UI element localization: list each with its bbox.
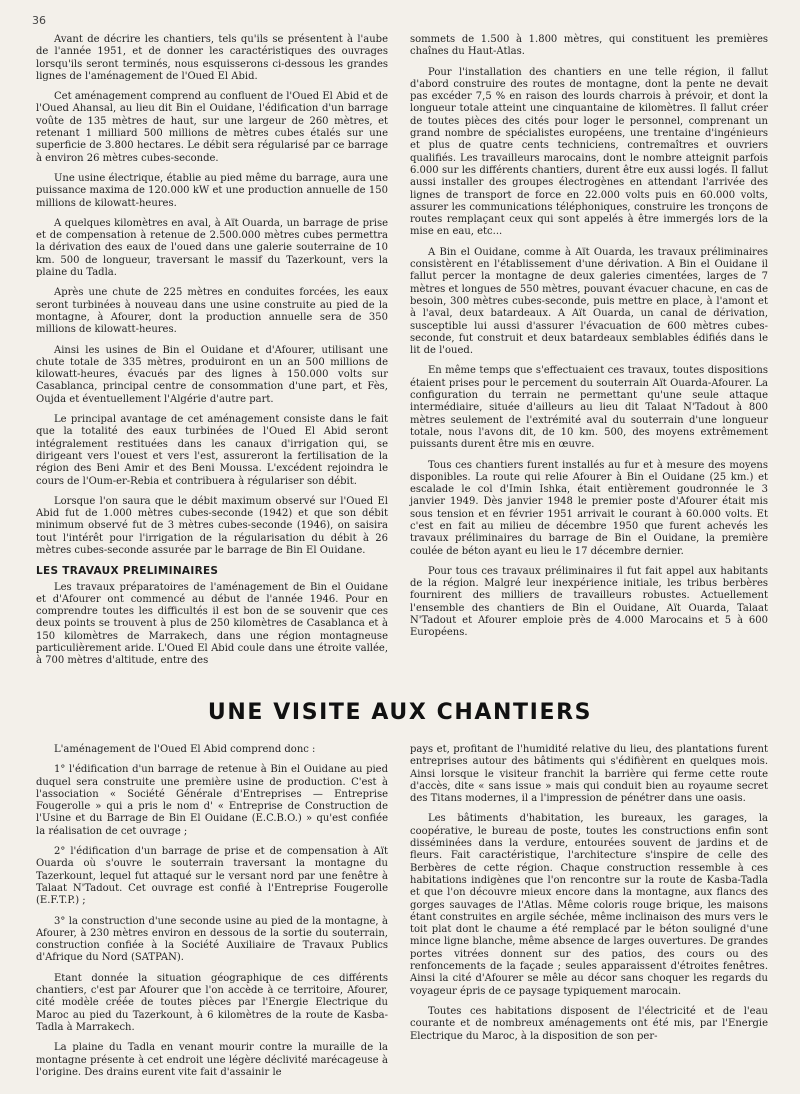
paragraph: La plaine du Tadla en venant mourir contre la muraille de la montagne présente à cet endroit une légère déclivité marécageuse à l'origine. Des drains eurent vite fait d'assainir le bbox=[36, 1042, 388, 1078]
paragraph: 2° l'édification d'un barrage de prise et de compensation à Aït Ouarda où s'ouvre le souterrain traversant la montagne du Tazerkount, lequel fut attaqué sur le versant nord par une fenêtre à Talaat N'Tadout. Cet ouvrage est confié à l'Entreprise Fougerolle (E.F.T.P.) ; bbox=[36, 846, 388, 907]
paragraph: En même temps que s'effectuaient ces travaux, toutes dispositions étaient prises pour le percement du souterrain Aït Ouarda-Afourer. La configuration du terrain ne permettant qu'une seule attaque intermédiaire, située d'ailleurs au lieu dit Talaat N'Tadout à 800 mètres seulement de l'extrémité aval du souterrain d'une longueur totale, nous l'avons dit, de 10 km. 500, des moyens extrêmement puissants durent être mis en œuvre. bbox=[410, 365, 768, 451]
paragraph: Pour l'installation des chantiers en une telle région, il fallut d'abord construire des routes de montagne, dont la pente ne devait pas excéder 7,5 % en raison des lourds charrois à prévoir, et dont la longueur totale atteint une cinquantaine de kilomètres. Il fallut créer de toutes pièces des cités pour loger le personnel, comprenant un grand nombre de spécialistes européens, une trentaine d'ingénieurs et plus de quatre cents techniciens, contremaîtres et ouvriers qualifiés. Les travailleurs marocains, dont le nombre atteignit parfois 6.000 sur les différents chantiers, durent être eux aussi logés. Il fallut aussi installer des groupes électrogènes en attendant l'arrivée des lignes de transport de force en 22.000 volts puis en 60.000 volts, assurer les communications téléphoniques, construire les tronçons de routes remplaçant ceux qui sont appelés à être immergés lors de la mise en eau, etc... bbox=[410, 66, 768, 238]
paragraph: sommets de 1.500 à 1.800 mètres, qui constituent les premières chaînes du Haut-Atlas. bbox=[410, 34, 768, 58]
paragraph: 3° la construction d'une seconde usine au pied de la montagne, à Afourer, à 230 mètres environ en dessous de la sortie du souterrain, construction confiée à la Société Auxiliaire de Travaux Publics d'Afrique du Nord (SATPAN). bbox=[36, 915, 388, 964]
bottom-right-column bbox=[410, 744, 768, 1051]
section-headline: UNE VISITE AUX CHANTIERS bbox=[207, 700, 593, 725]
paragraph: Pour tous ces travaux préliminaires il fut fait appel aux habitants de la région. Malgré leur inexpérience initiale, les tribus berbères fournirent des milliers de travailleurs robustes. Actuellement l'ensemble des chantiers de Bin el Ouidane, Aït Ouarda, Talaat N'Tadout et Afourer emploie près de 4.000 Marocains et 5 à 600 Européens. bbox=[410, 565, 768, 639]
paragraph: Après une chute de 225 mètres en conduites forcées, les eaux seront turbinées à nouveau dans une usine construite au pied de la montagne, à Afourer, dont la production annuelle sera de 350 millions de kilowatt-heures. bbox=[36, 287, 388, 336]
paragraph: L'aménagement de l'Oued El Abid comprend donc : bbox=[54, 744, 316, 755]
paragraph: Etant donnée la situation géographique de ces différents chantiers, c'est par Afourer que l'on accède à ce territoire, Afourer, cité modèle créée de toutes pièces par l'Energie Electrique du Maroc au pied du Tazerkount, à 6 kilomètres de la route de Kasba-Tadla à Marrakech. bbox=[36, 972, 388, 1033]
bottom-left-column bbox=[36, 744, 388, 1087]
paragraph: pays et, profitant de l'humidité relative du lieu, des plantations furent entreprises autour des bâtiments qui s'édifièrent en quelques mois. Ainsi lorsque le visiteur franchit la barrière qui ferme cette route d'accès, dite « sans issue » mais qui conduit bien au royaume secret des Titans modernes, il a l'impression de pénétrer dans une oasis. bbox=[410, 744, 768, 805]
paragraph: Le principal avantage de cet aménagement consiste dans le fait que la totalité des eaux turbinées de l'Oued El Abid seront intégralement restituées dans les canaux d'irrigation qui, se dirigeant vers l'ouest et vers l'est, assureront la fertilisation de la région des Beni Amir et des Beni Moussa. L'excédent rejoindra le cours de l'Oum-er-Rebia et contribuera à régulariser son débit. bbox=[36, 414, 388, 487]
paragraph: 1° l'édification d'un barrage de retenue à Bin el Ouidane au pied duquel sera construite une première usine de production. C'est à l'association « Société Générale d'Entreprises — Entreprise Fougerolle » qui a pris le nom d' « Entreprise de Construction de l'Usine et du Barrage de Bin El Ouidane (E.C.B.O.) » qu'est confiée la réalisation de cet ouvrage ; bbox=[36, 764, 388, 837]
page-number: 36 bbox=[32, 14, 46, 27]
paragraph: Les bâtiments d'habitation, les bureaux, les garages, la coopérative, le bureau de poste, toutes les constructions enfin sont disséminées dans la verdure, entourées souvent de jardins et de fleurs. Fait caractéristique, l'architecture s'inspire de celle des Berbères de cette région. Chaque construction ressemble à ces habitations indigènes que l'on rencontre sur la route de Kasba-Tadla et que l'on découvre mieux encore dans la montagne, aux flancs des gorges sauvages de l'Atlas. Même coloris rouge brique, les maisons étant construites en argile séchée, même inclinaison des murs vers le toit plat dont le chaume a été remplacé par le béton souligné d'une mince ligne blanche, même absence de larges ouvertures. De grandes portes vitrées donnent sur des patios, des cours ou des renfoncements de la façade ; seules apparaissent d'étroites fenêtres. Ainsi la cité d'Afourer se mêle au décor sans choquer les regards du voyageur épris de ce paysage typiquement marocain. bbox=[410, 813, 768, 997]
paragraph: Ainsi les usines de Bin el Ouidane et d'Afourer, utilisant une chute totale de 335 mètres, produiront en un an 500 millions de kilowatt-heures, évacués par des lignes à 150.000 volts sur Casablanca, principal centre de consommation d'une part, et Fès, Oujda et éventuellement l'Algérie d'autre part. bbox=[36, 344, 388, 405]
paragraph: Les travaux préparatoires de l'aménagement de Bin el Ouidane et d'Afourer ont commencé au début de l'année 1946. Pour en comprendre toutes les difficultés il est bon de se souvenir que ces deux points se trouvent à plus de 250 kilomètres de Casablanca et à 150 kilomètres de Marrakech, dans une région montagneuse particulièrement aride. L'Oued El Abid coule dans une étroite vallée, à 700 mètres d'altitude, entre des bbox=[36, 581, 388, 667]
paragraph: Toutes ces habitations disposent de l'électricité et de l'eau courante et de nombreux aménagements ont été mis, par l'Energie Electrique du Maroc, à la disposition de son per- bbox=[410, 1005, 768, 1042]
paragraph: Cet aménagement comprend au confluent de l'Oued El Abid et de l'Oued Ahansal, au lieu dit Bin el Ouidane, l'édification d'un barrage voûte de 135 mètres de haut, sur une largeur de 260 mètres, et retenant 1 milliard 500 millions de mètres cubes étalés sur une superficie de 3.800 hectares. Le débit sera régularisé par ce barrage à environ 26 mètres cubes-seconde. bbox=[36, 91, 388, 164]
top-right-column bbox=[410, 34, 768, 648]
paragraph: A quelques kilomètres en aval, à Aït Ouarda, un barrage de prise et de compensation à retenue de 2.500.000 mètres cubes permettra la dérivation des eaux de l'oued dans une galerie souterraine de 10 km. 500 de longueur, traversant le massif du Tazerkount, vers la plaine du Tadla. bbox=[36, 217, 388, 279]
paragraph: Avant de décrire les chantiers, tels qu'ils se présentent à l'aube de l'année 1951, et de donner les caractéristiques des ouvrages lorsqu'ils seront terminés, nous esquisserons ci-dessous les grandes lignes de l'aménagement de l'Oued El Abid. bbox=[36, 34, 388, 82]
section-heading: LES TRAVAUX PRELIMINAIRES bbox=[36, 565, 219, 578]
paragraph: Tous ces chantiers furent installés au fur et à mesure des moyens disponibles. La route qui relie Afourer à Bin el Ouidane (25 km.) et escalade le col d'Imin Ishka, était entièrement goudronnée le 3 janvier 1949. Dès janvier 1948 le premier poste d'Afourer était mis sous tension et en février 1951 arrivait le courant à 60.000 volts. Et c'est en fait au milieu de décembre 1950 que furent achevés les travaux préliminaires du barrage de Bin el Ouidane, la première coulée de béton ayant eu lieu le 17 décembre dernier. bbox=[410, 459, 768, 557]
paragraph: Lorsque l'on saura que le débit maximum observé sur l'Oued El Abid fut de 1.000 mètres cubes-seconde (1942) et que son débit minimum observé fut de 3 mètres cubes-seconde (1946), on saisira tout l'intérêt pour l'irrigation de la régularisation du débit à 26 mètres cubes-seconde assurée par le barrage de Bin El Ouidane. bbox=[36, 495, 388, 556]
top-left-column bbox=[36, 34, 388, 676]
paragraph: Une usine électrique, établie au pied même du barrage, aura une puissance maxima de 120.000 kW et une production annuelle de 150 millions de kilowatt-heures. bbox=[36, 172, 388, 209]
paragraph: A Bin el Ouidane, comme à Aït Ouarda, les travaux préliminaires consistèrent en l'établissement d'une dérivation. A Bin el Ouidane il fallut percer la montagne de deux galeries cimentées, larges de 7 mètres et longues de 550 mètres, pouvant évacuer chacune, en cas de besoin, 300 mètres cubes-seconde, puis mettre en place, à l'amont et à l'aval, deux batardeaux. A Aït Ouarda, un canal de dérivation, susceptible lui aussi d'assurer l'évacuation de 600 mètres cubes-seconde, fut construit et deux batardeaux semblables édifiés dans le lit de l'oued. bbox=[410, 246, 768, 357]
